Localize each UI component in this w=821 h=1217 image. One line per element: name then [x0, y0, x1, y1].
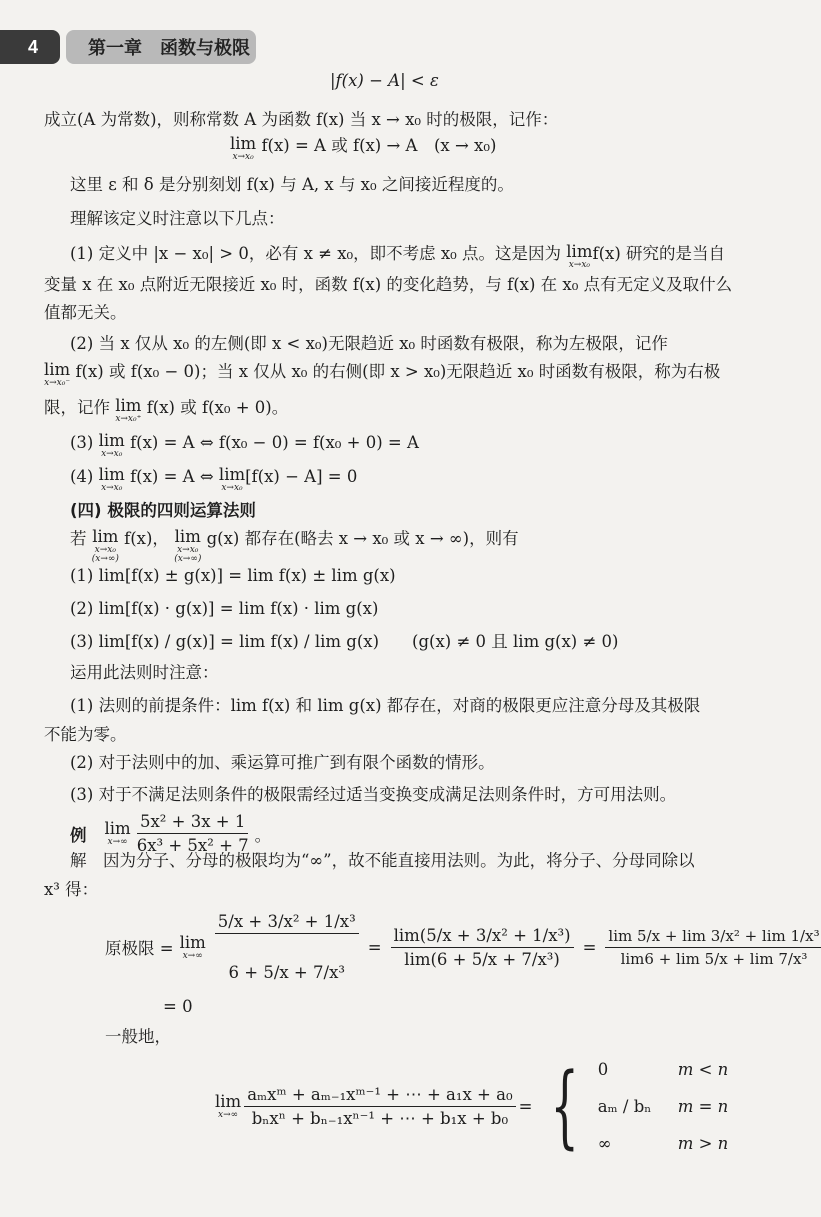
rule-1: (1) lim[f(x) ± g(x)] = lim f(x) ± lim g(x) [70, 566, 396, 585]
case-row [598, 1097, 729, 1116]
case-condition: m > n [677, 1134, 729, 1153]
note-3: (3) 对于不满足法则条件的极限需经过适当变换变成满足法则条件时，方可用法则。 [70, 785, 677, 804]
text: g(x) 都存在(略去 x → x₀ 或 x → ∞)，则有 [206, 529, 519, 548]
lim-sub: x→x₀ [94, 545, 116, 555]
lim-word: lim [98, 431, 125, 450]
lim-sub: (x→∞) [174, 554, 202, 564]
lim-operator [174, 528, 201, 564]
numerator: 5/x + 3/x² + 1/x³ [215, 912, 359, 934]
solution-formula [105, 912, 821, 982]
lim-word: lim [179, 932, 206, 952]
lim-operator [219, 466, 245, 493]
case-value: aₘ / bₙ [597, 1097, 652, 1116]
example-label: 例 [70, 825, 87, 845]
paragraph [44, 397, 288, 424]
lim-operator [566, 243, 592, 270]
fraction [391, 926, 574, 969]
epsilon-inequality [330, 70, 439, 92]
lim-operator [230, 135, 256, 162]
text: [f(x) − A] = 0 [245, 467, 358, 486]
paragraph: 理解该定义时注意以下几点： [70, 209, 285, 228]
case-condition: m = n [677, 1097, 729, 1116]
paragraph [44, 361, 720, 388]
lim-sub: x→x₀ [101, 483, 123, 493]
text: (4) [70, 467, 94, 486]
general-formula [215, 1053, 729, 1159]
point-4 [70, 466, 357, 493]
paragraph: x³ 得： [44, 880, 99, 899]
rules-premise [70, 528, 519, 564]
lim-sub: x→∞ [107, 837, 128, 847]
brace: { [550, 1053, 580, 1159]
fraction [134, 812, 252, 855]
cases [598, 1060, 729, 1153]
limit-notation [230, 135, 496, 162]
section-heading: (四) 极限的四则运算法则 [70, 501, 256, 520]
lim-word: lim [92, 527, 119, 546]
lim-word: lim [218, 465, 246, 484]
text: f(x) 或 f(x₀ − 0)；当 x 仅从 x₀ 的右侧(即 x > x₀)无限趋近 x₀ 时函数有极限，称为右极 [75, 362, 721, 381]
rule-2: (2) lim[f(x) · g(x)] = lim f(x) · lim g(x) [70, 599, 379, 618]
fraction [605, 927, 821, 968]
lim-sub: (x→∞) [91, 554, 119, 564]
lim-word: lim [104, 819, 131, 838]
numerator: lim(5/x + 3/x² + 1/x³) [391, 926, 574, 948]
text: = [518, 1097, 533, 1116]
text: f(x) = A ⇔ f(x₀ − 0) = f(x₀ + 0) = A [130, 433, 419, 452]
result: = 0 [163, 997, 193, 1016]
lim-sub: x→x₀⁺ [115, 414, 142, 424]
case-value: 0 [597, 1060, 609, 1079]
lim-operator [92, 528, 119, 564]
chapter-title: 第一章 函数与极限 [66, 30, 256, 64]
denominator: 6 + 5/x + 7/x³ [228, 963, 345, 982]
text: 限，记作 [44, 398, 110, 417]
point-3 [70, 432, 419, 459]
lim-operator [99, 466, 125, 493]
text: f(x) 或 f(x₀ + 0)。 [146, 398, 289, 417]
lim-sub: x→x₀⁻ [44, 378, 71, 388]
lim-sub: x→∞ [218, 1110, 239, 1120]
note-1: (1) 法则的前提条件：lim f(x) 和 lim g(x) 都存在，对商的极限更应注意分母及其极限 [70, 696, 701, 715]
lim-operator [180, 934, 206, 961]
text: = [582, 937, 597, 957]
numerator: aₘxᵐ + aₘ₋₁xᵐ⁻¹ + ⋯ + a₁x + a₀ [244, 1085, 515, 1107]
text: = [367, 937, 382, 957]
denominator: lim6 + lim 5/x + lim 7/x³ [620, 949, 808, 968]
numerator: lim 5/x + lim 3/x² + lim 1/x³ [605, 927, 821, 948]
page-number: 4 [0, 30, 60, 64]
case-value: ∞ [597, 1134, 612, 1153]
lim-operator [99, 432, 125, 459]
denominator: lim(6 + 5/x + 7/x³) [404, 949, 560, 969]
denominator: 6x³ + 5x² + 7 [136, 836, 249, 855]
lim-operator [105, 820, 131, 847]
point-2: (2) 当 x 仅从 x₀ 的左侧(即 x < x₀)无限趋近 x₀ 时函数有极限，称为左极限，记作 [70, 334, 668, 353]
lim-sub: x→x₀ [101, 449, 123, 459]
fraction [215, 912, 359, 982]
formula: f(x) = A 或 f(x) → A (x → x₀) [261, 136, 497, 155]
paragraph: 一般地， [105, 1027, 171, 1046]
lim-sub: x→∞ [182, 950, 203, 961]
lim-sub: x→x₀ [221, 483, 243, 493]
solution: 解 因为分子、分母的极限均为“∞”，故不能直接用法则。为此，将分子、分母同除以 [70, 851, 695, 870]
lim-word: lim [115, 396, 142, 415]
paragraph: 不能为零。 [44, 725, 127, 744]
denominator: bₙxⁿ + bₙ₋₁xⁿ⁻¹ + ⋯ + b₁x + b₀ [251, 1109, 509, 1128]
lim-sub: x→x₀ [232, 152, 254, 162]
lim-word: lim [98, 465, 125, 484]
lim-operator [115, 397, 141, 424]
numerator: 5x² + 3x + 1 [137, 812, 248, 834]
text: f(x) 研究的是当自 [592, 244, 726, 263]
rule-3: (3) lim[f(x) / g(x)] = lim f(x) / lim g(x) (g(x) ≠ 0 且 lim g(x) ≠ 0) [70, 632, 619, 651]
lim-word: lim [44, 360, 71, 379]
definition-line: 成立(A 为常数)，则称常数 A 为函数 f(x) 当 x → x₀ 时的极限，记作： [44, 110, 559, 129]
case-row [598, 1060, 729, 1079]
paragraph: 这里 ε 和 δ 是分别刻划 f(x) 与 A, x 与 x₀ 之间接近程度的。 [70, 175, 514, 194]
formula: |f(x) − A| < ε [330, 71, 439, 90]
text: 。 [254, 825, 272, 845]
point-1 [70, 243, 725, 270]
fraction [244, 1085, 515, 1128]
lim-operator [215, 1093, 241, 1120]
paragraph: 值都无关。 [44, 303, 127, 322]
note-2: (2) 对于法则中的加、乘运算可推广到有限个函数的情形。 [70, 753, 495, 772]
text: (3) [70, 433, 94, 452]
case-row [598, 1134, 729, 1153]
lim-word: lim [230, 134, 257, 153]
watermark [395, 401, 685, 779]
example [70, 812, 271, 855]
text: f(x)， [124, 529, 169, 548]
lim-word: lim [566, 242, 593, 261]
lim-word: lim [174, 527, 201, 546]
paragraph: 运用此法则时注意： [70, 663, 219, 682]
lim-sub: x→x₀ [568, 260, 591, 270]
lim-operator [44, 361, 70, 388]
case-condition: m < n [677, 1060, 729, 1079]
text: f(x) = A ⇔ [130, 467, 214, 486]
lim-word: lim [215, 1092, 242, 1111]
text: 若 [70, 529, 87, 548]
text: 原极限 = [105, 939, 174, 958]
text: (1) 定义中 |x − x₀| > 0，必有 x ≠ x₀，即不考虑 x₀ 点。这是因为 [70, 244, 562, 263]
lim-sub: x→x₀ [177, 545, 199, 555]
paragraph: 变量 x 在 x₀ 点附近无限接近 x₀ 时，函数 f(x) 的变化趋势，与 f(x) 在 x₀ 点有无定义及取什么 [44, 275, 733, 294]
